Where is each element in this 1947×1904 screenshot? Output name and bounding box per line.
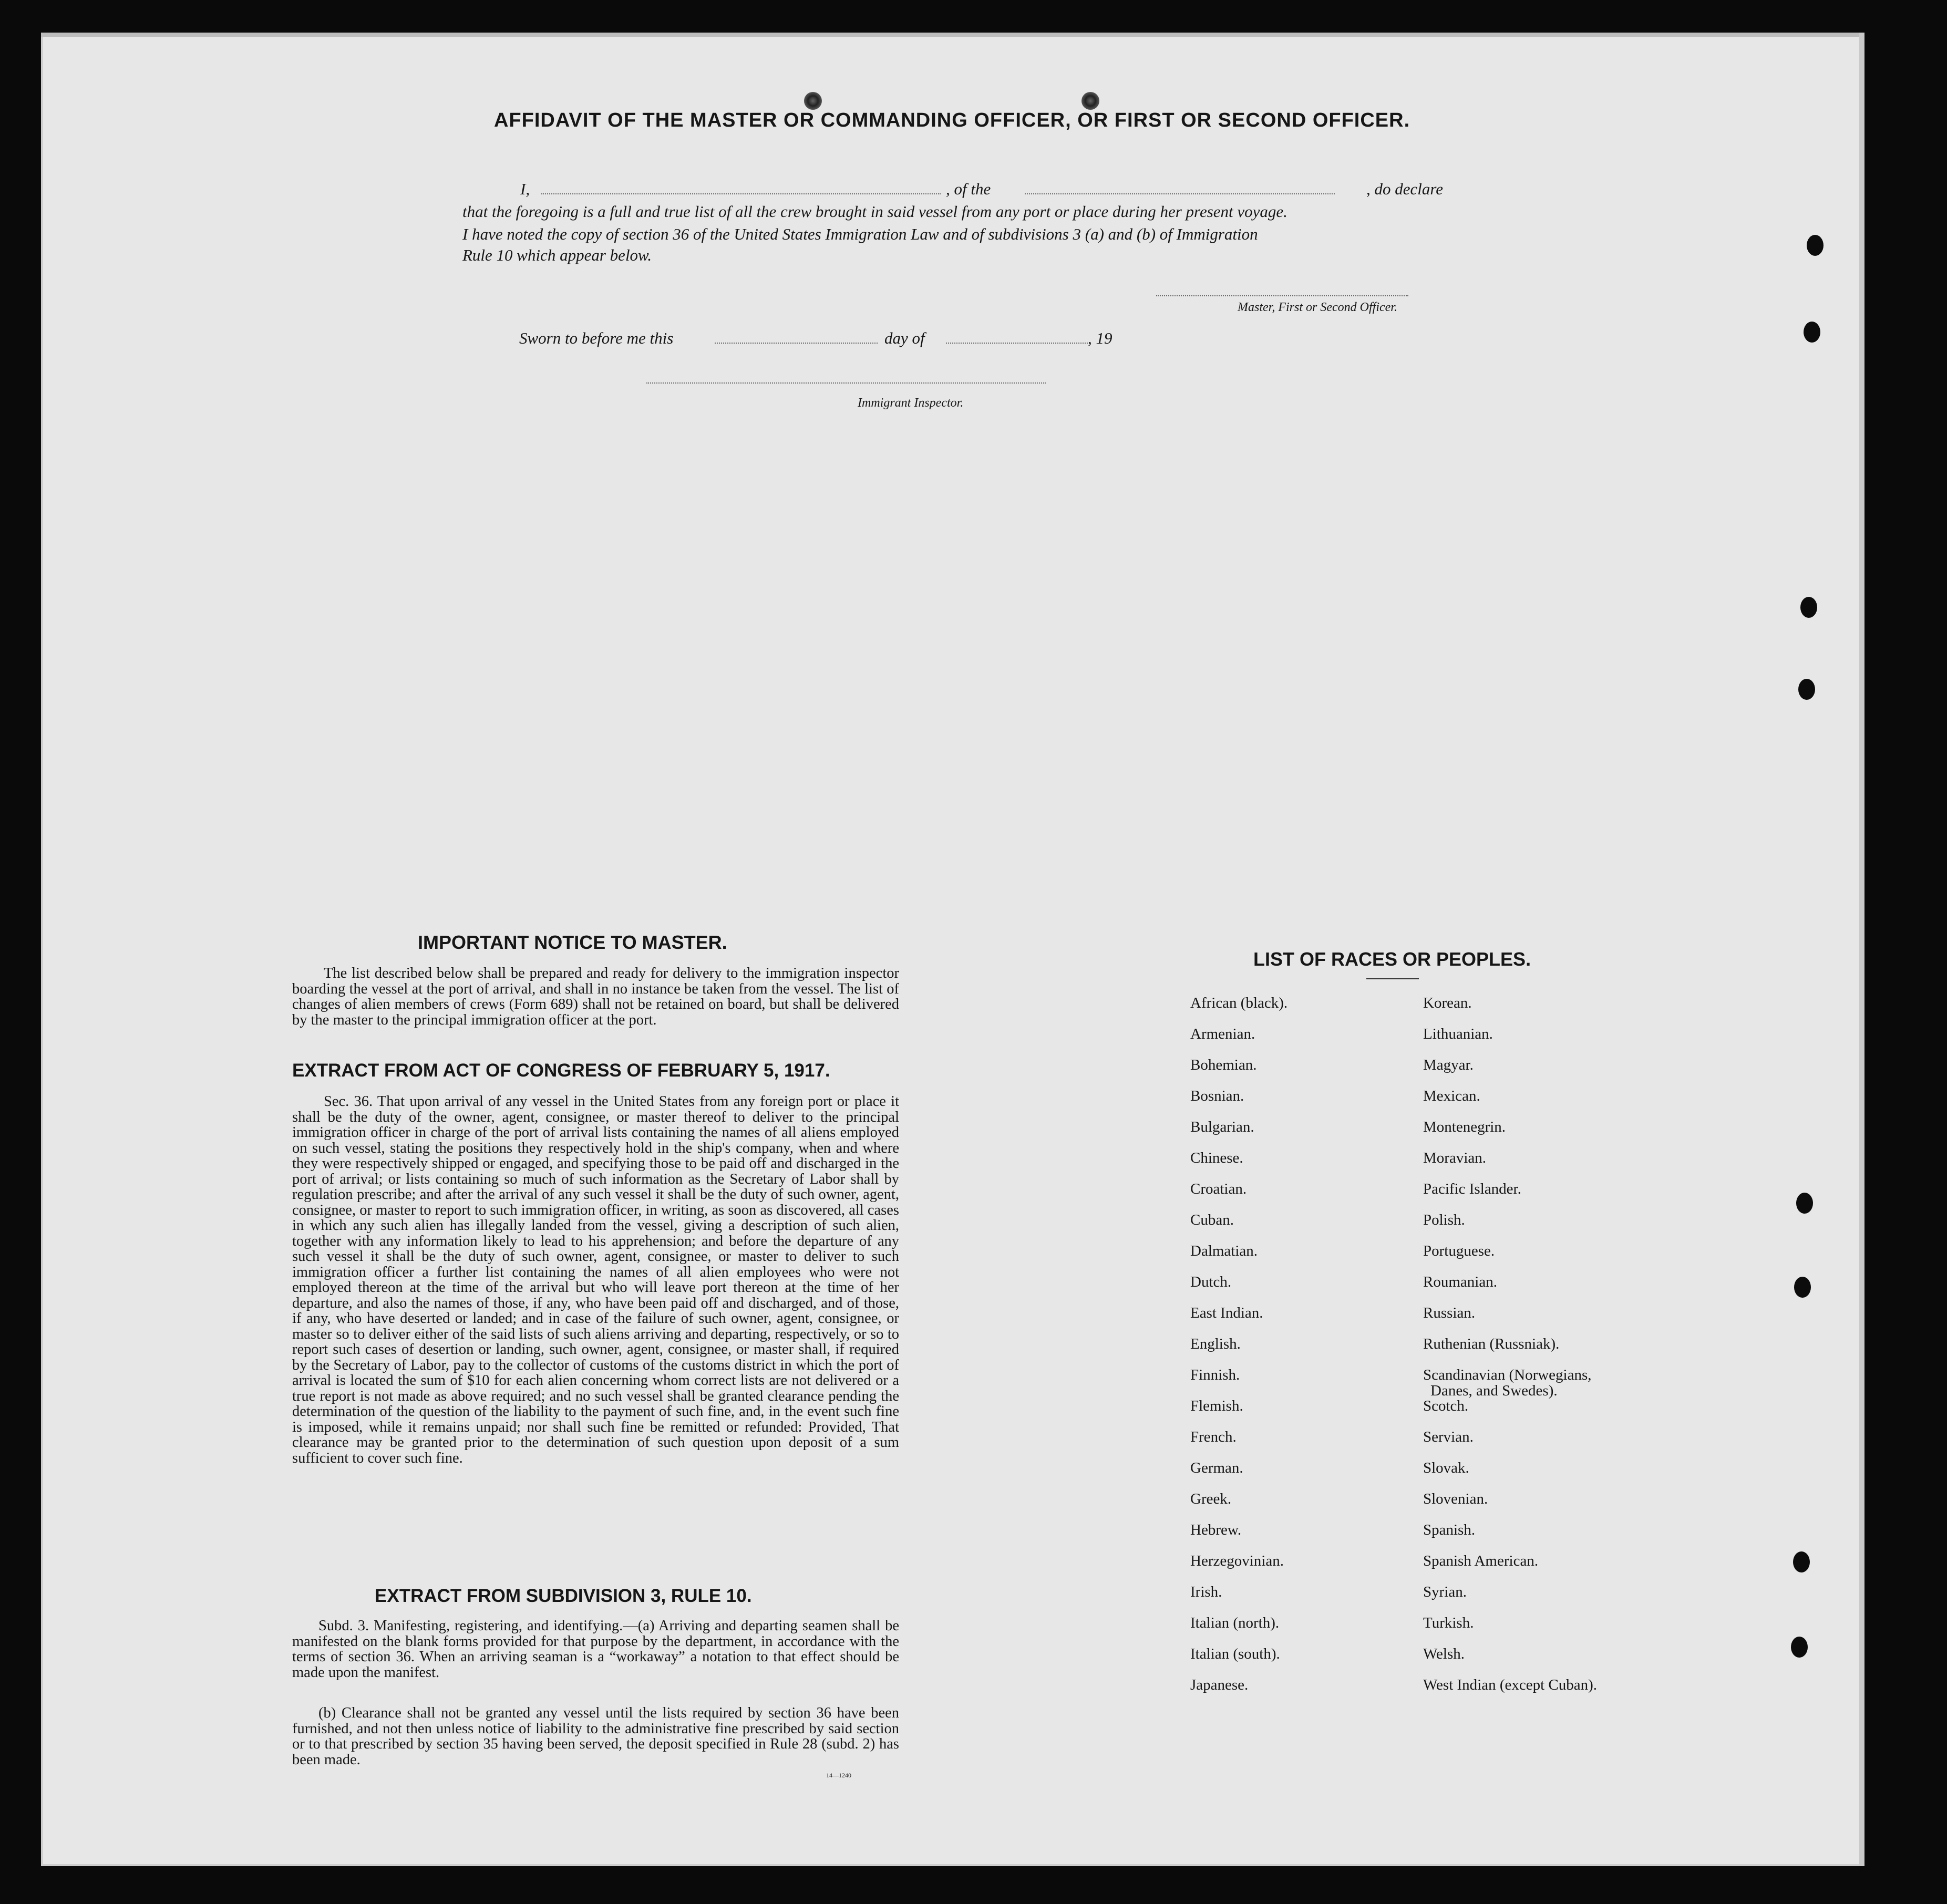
race-item: Herzegovinian. — [1190, 1553, 1284, 1569]
page-right-edge — [1859, 33, 1864, 1866]
race-item: Roumanian. — [1423, 1274, 1497, 1290]
extract-rule-text-b: (b) Clearance shall not be granted any vessel until the lists required by section 36 have been furnished, and not then unless notice of liability to the administrative fine prescribed by said section or to that prescribed by section 35 having been served, the deposit specified in Rule 28 (subd. 2) has been made. — [292, 1705, 899, 1768]
race-item: English. — [1190, 1336, 1241, 1352]
sworn-start: Sworn to before me this — [519, 329, 674, 347]
race-item: Dutch. — [1190, 1274, 1232, 1290]
race-item: Syrian. — [1423, 1584, 1467, 1600]
day-blank — [715, 343, 878, 344]
punch-hole — [1793, 1551, 1810, 1572]
races-title-rule — [1366, 978, 1419, 979]
race-item: Ruthenian (Russniak). — [1423, 1336, 1560, 1352]
sworn-year: , 19 — [1088, 329, 1112, 347]
race-item: Italian (south). — [1190, 1646, 1280, 1662]
notice-title: IMPORTANT NOTICE TO MASTER. — [418, 932, 727, 953]
punch-hole — [1800, 597, 1817, 618]
extract-rule-title: EXTRACT FROM SUBDIVISION 3, RULE 10. — [375, 1586, 752, 1606]
race-item: Croatian. — [1190, 1181, 1247, 1197]
extract-act-title: EXTRACT FROM ACT OF CONGRESS OF FEBRUARY 5, 1917. — [292, 1060, 830, 1081]
race-item: Magyar. — [1423, 1057, 1474, 1073]
race-item: Dalmatian. — [1190, 1243, 1258, 1259]
race-item: Montenegrin. — [1423, 1119, 1506, 1135]
punch-hole — [1794, 1277, 1811, 1298]
race-item: Pacific Islander. — [1423, 1181, 1521, 1197]
page-top-edge — [41, 33, 1864, 37]
race-item: Turkish. — [1423, 1615, 1474, 1631]
vessel-blank — [1025, 193, 1335, 194]
race-item: Bosnian. — [1190, 1088, 1244, 1104]
affidavit-line1-end: , do declare — [1366, 180, 1444, 198]
race-item: Portuguese. — [1423, 1243, 1495, 1259]
race-item: Spanish American. — [1423, 1553, 1539, 1569]
document-page — [41, 33, 1864, 1866]
race-item: French. — [1190, 1429, 1237, 1445]
inspector-label: Immigrant Inspector. — [858, 396, 964, 410]
race-item: Armenian. — [1190, 1026, 1255, 1042]
race-item: East Indian. — [1190, 1305, 1263, 1321]
affidavit-line1-start: I, — [520, 180, 530, 198]
race-item: German. — [1190, 1460, 1243, 1476]
race-item: Lithuanian. — [1423, 1026, 1493, 1042]
month-blank — [946, 343, 1088, 344]
race-item: Japanese. — [1190, 1677, 1249, 1693]
race-item: Servian. — [1423, 1429, 1474, 1445]
race-item: Russian. — [1423, 1305, 1476, 1321]
form-number: 14—1240 — [826, 1772, 851, 1779]
race-item: Scandinavian (Norwegians, — [1423, 1367, 1592, 1383]
master-signature-label: Master, First or Second Officer. — [1238, 301, 1397, 314]
race-item: Chinese. — [1190, 1150, 1243, 1166]
race-item: West Indian (except Cuban). — [1423, 1677, 1598, 1693]
race-item: Irish. — [1190, 1584, 1222, 1600]
punch-hole — [1798, 679, 1815, 700]
race-item: Slovak. — [1423, 1460, 1469, 1476]
race-item: Mexican. — [1423, 1088, 1480, 1104]
name-blank — [541, 193, 941, 194]
affidavit-line3: I have noted the copy of section 36 of the United States Immigration Law and of subdivisions 3 (a) and (b) of Immigration — [462, 225, 1258, 243]
race-item: Greek. — [1190, 1491, 1232, 1507]
affidavit-line4: Rule 10 which appear below. — [462, 246, 652, 264]
extract-act-text: Sec. 36. That upon arrival of any vessel in the United States from any foreign port or place it shall be the duty of the owner, agent, consignee, or master thereof to deliver to the principal immigration officer in charge of the port of arrival lists containing the names of all aliens employed on such vessel, stating the positions they respectively hold in the ship's company, when and where they were respectively shipped or engaged, and specifying those to be paid off and discharged in the port of arrival; or lists containing so much of such information as the Secretary of Labor shall by regulation prescribe; and after the arrival of any such vessel it shall be the duty of such owner, agent, consignee, or master to report to such immigration officer, in writing, as soon as discovered, all cases in which any such alien has illegally landed from the vessel, giving a description of such alien, together with any information likely to lead to his apprehension; and before the departure of any such vessel it shall be the duty of such owner, agent, consignee, or master to deliver to such immigration officer a further list containing the names of all alien employees who were not employed thereon at the time of the arrival but who will leave port thereon at the time of her departure, and also the names of those, if any, who have been paid off and discharged, and of those, if any, who have deserted or landed; and in case of the failure of such owner, agent, consignee, or master so to deliver either of the said lists of such aliens arriving and departing, respectively, or so to report such cases of desertion or landing, such owner, agent, consignee, or master shall, if required by the Secretary of Labor, pay to the collector of customs of the customs district in which the port of arrival is located the sum of $10 for each alien concerning whom correct lists are not delivered or a true report is not made as above required; and no such vessel shall be granted clearance pending the determination of the question of the liability to the payment of such fine, and, in the event such fine is imposed, while it remains unpaid; nor shall such fine be remitted or refunded: Provided, That clearance may be granted prior to the determination of such question upon deposit of a sum sufficient to cover such fine. — [292, 1093, 899, 1466]
punch-hole — [1807, 235, 1824, 256]
master-signature-line — [1156, 295, 1408, 296]
notice-text: The list described below shall be prepared and ready for delivery to the immigration inspector boarding the vessel at the port of arrival, and shall in no instance be taken from the vessel. The list of changes of alien members of crews (Form 689) shall not be retained on board, but shall be delivered by the master to the principal immigration officer at the port. — [292, 965, 899, 1028]
race-item: Polish. — [1423, 1212, 1465, 1228]
race-item: Korean. — [1423, 995, 1472, 1011]
race-item: Spanish. — [1423, 1522, 1476, 1538]
affidavit-line1-mid: , of the — [946, 180, 991, 198]
race-item: Italian (north). — [1190, 1615, 1280, 1631]
race-item: Cuban. — [1190, 1212, 1234, 1228]
race-item: Slovenian. — [1423, 1491, 1488, 1507]
affidavit-title: AFFIDAVIT OF THE MASTER OR COMMANDING OFFICER, OR FIRST OR SECOND OFFICER. — [494, 109, 1410, 131]
races-title: LIST OF RACES OR PEOPLES. — [1253, 948, 1531, 970]
inspector-signature-line — [646, 382, 1046, 384]
sworn-mid: day of — [884, 329, 925, 347]
race-item: Flemish. — [1190, 1398, 1243, 1414]
fastener-hole — [804, 92, 822, 110]
race-item: Bulgarian. — [1190, 1119, 1254, 1135]
race-item: Hebrew. — [1190, 1522, 1242, 1538]
race-item: Danes, and Swedes). — [1430, 1382, 1558, 1399]
extract-rule-text-a: Subd. 3. Manifesting, registering, and identifying.—(a) Arriving and departing seamen shall be manifested on the blank forms provided for that purpose by the department, in accordance with the terms of section 36. When an arriving seaman is a “workaway” a notation to that effect should be made upon the manifest. — [292, 1618, 899, 1681]
race-item: Scotch. — [1423, 1398, 1469, 1414]
punch-hole — [1796, 1193, 1813, 1214]
race-item: African (black). — [1190, 995, 1288, 1011]
fastener-hole — [1081, 92, 1099, 110]
race-item: Moravian. — [1423, 1150, 1486, 1166]
punch-hole — [1791, 1637, 1808, 1658]
affidavit-line2: that the foregoing is a full and true list of all the crew brought in said vessel from any port or place during her present voyage. — [462, 202, 1287, 221]
punch-hole — [1804, 322, 1820, 343]
race-item: Finnish. — [1190, 1367, 1240, 1383]
race-item: Welsh. — [1423, 1646, 1465, 1662]
race-item: Bohemian. — [1190, 1057, 1257, 1073]
